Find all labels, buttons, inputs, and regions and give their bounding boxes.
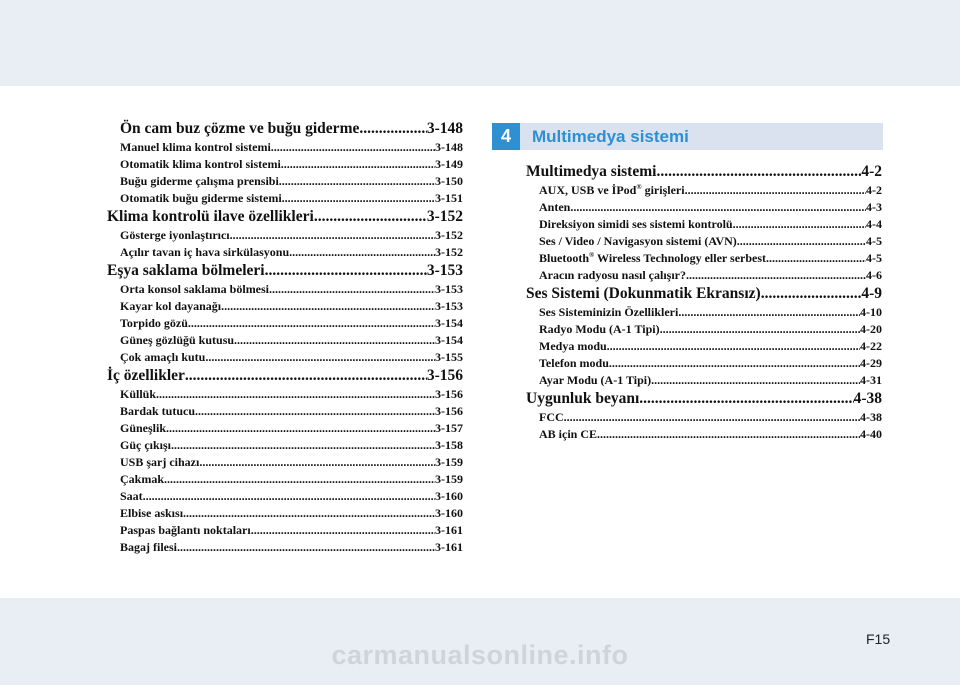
dot-leader (609, 356, 860, 371)
toc-entry-page: 3-150 (435, 174, 463, 188)
toc-entry-page: 4-38 (853, 390, 882, 407)
toc-entry-title: Multimedya sistemi (526, 163, 657, 180)
toc-entry-page: 3-159 (435, 472, 463, 486)
toc-subsection-entry[interactable] (107, 140, 463, 157)
toc-subsection-entry[interactable] (107, 523, 463, 540)
toc-entry-title: Torpido gözü (120, 316, 188, 330)
toc-entry-title: Direksiyon simidi ses sistemi kontrolü (539, 217, 733, 231)
dot-leader (733, 217, 866, 232)
toc-subsection-entry[interactable] (526, 373, 882, 390)
toc-subsection-entry[interactable] (526, 305, 882, 322)
toc-entry-title: Küllük (120, 387, 157, 401)
dot-leader (171, 438, 435, 453)
toc-entry-page: 3-153 (435, 282, 463, 296)
dot-leader (685, 183, 866, 198)
toc-entry-title: Bluetooth® Wireless Technology eller serbest (539, 251, 767, 265)
toc-section-entry[interactable] (107, 120, 463, 140)
toc-section-entry[interactable] (107, 208, 463, 228)
toc-entry-title: Medya modu (539, 339, 607, 353)
toc-entry-page: 4-9 (861, 285, 882, 302)
toc-entry-title: Bardak tutucu (120, 404, 196, 418)
dot-leader (269, 282, 435, 297)
dot-leader (199, 455, 435, 470)
dot-leader (282, 191, 435, 206)
toc-entry-page: 4-40 (860, 427, 882, 441)
toc-entry-title: Çok amaçlı kutu (120, 350, 206, 364)
toc-entry-page: 3-152 (435, 245, 463, 259)
toc-subsection-entry[interactable] (526, 339, 882, 356)
dot-leader (205, 350, 435, 365)
toc-entry-title: Manuel klima kontrol sistemi (120, 140, 271, 154)
toc-subsection-entry[interactable] (107, 333, 463, 350)
toc-subsection-entry[interactable] (107, 191, 463, 208)
toc-entry-page: 4-5 (866, 251, 882, 265)
dot-leader (737, 234, 866, 249)
toc-entry-page: 3-160 (435, 506, 463, 520)
toc-subsection-entry[interactable] (107, 174, 463, 191)
toc-entry-page: 3-154 (435, 316, 463, 330)
toc-subsection-entry[interactable] (526, 410, 882, 427)
toc-entry-page: 4-5 (866, 234, 882, 248)
dot-leader (271, 140, 435, 155)
dot-leader (651, 373, 860, 388)
chapter-header (492, 123, 883, 150)
toc-entry-page: 3-152 (426, 208, 463, 225)
toc-entry-title: Kayar kol dayanağı (120, 299, 222, 313)
toc-section-entry[interactable] (526, 163, 882, 183)
toc-subsection-entry[interactable] (107, 299, 463, 316)
toc-entry-title: Güneş gözlüğü kutusu (120, 333, 235, 347)
toc-entry-title: Radyo Modu (A-1 Tipi) (539, 322, 660, 336)
toc-entry-title: AB için CE (539, 427, 598, 441)
toc-entry-title: USB şarj cihazı (120, 455, 200, 469)
toc-entry-page: 3-156 (426, 367, 463, 384)
toc-entry-page: 4-38 (860, 410, 882, 424)
toc-entry-page: 3-151 (435, 191, 463, 205)
dot-leader (195, 404, 435, 419)
toc-section-entry[interactable] (526, 285, 882, 305)
dot-leader (183, 506, 435, 521)
dot-leader (177, 540, 435, 555)
toc-entry-page: 3-149 (435, 157, 463, 171)
toc-section-entry[interactable] (107, 367, 463, 387)
toc-entry-title: FCC (539, 410, 564, 424)
toc-section-entry[interactable] (107, 262, 463, 282)
toc-entry-title: Orta konsol saklama bölmesi (120, 282, 270, 296)
toc-entry-page: 4-10 (860, 305, 882, 319)
toc-subsection-entry[interactable] (107, 404, 463, 421)
dot-leader (164, 472, 435, 487)
toc-entry-title: AUX, USB ve İPod® girişleri (539, 183, 685, 197)
toc-entry-page: 4-2 (861, 163, 882, 180)
toc-entry-title: Saat (120, 489, 143, 503)
toc-entry-title: Buğu giderme çalışma prensibi (120, 174, 279, 188)
dot-leader (607, 339, 860, 354)
toc-entry-page: 3-148 (435, 140, 463, 154)
toc-entry-title: Ses Sistemi (Dokunmatik Ekransız) (526, 285, 761, 302)
toc-entry-page: 4-31 (860, 373, 882, 387)
dot-leader (281, 157, 435, 172)
toc-subsection-entry[interactable] (107, 316, 463, 333)
toc-entry-page: 3-153 (426, 262, 463, 279)
toc-subsection-entry[interactable] (107, 421, 463, 438)
toc-entry-title: Güneşlik (120, 421, 167, 435)
toc-entry-title: Uygunluk beyanı (526, 390, 640, 407)
toc-subsection-entry[interactable] (526, 234, 882, 251)
toc-entry-page: 4-6 (866, 268, 882, 282)
toc-entry-page: 3-160 (435, 489, 463, 503)
toc-right-column (526, 163, 882, 444)
dot-leader (156, 387, 435, 402)
toc-subsection-entry[interactable] (526, 217, 882, 234)
dot-leader (639, 390, 853, 408)
toc-subsection-entry[interactable] (107, 489, 463, 506)
toc-entry-page: 3-155 (435, 350, 463, 364)
toc-entry-title: Ses / Video / Navigasyon sistemi (AVN) (539, 234, 737, 248)
registered-mark: ® (589, 251, 595, 259)
dot-leader (660, 322, 860, 337)
toc-entry-page: 3-161 (435, 540, 463, 554)
toc-subsection-entry[interactable] (107, 540, 463, 557)
toc-entry-page: 4-3 (866, 200, 882, 214)
watermark: carmanualsonline.info (331, 640, 629, 670)
chapter-title: Multimedya sistemi (532, 126, 689, 146)
dot-leader (279, 174, 435, 189)
top-band (0, 0, 960, 86)
toc-entry-title: Açılır tavan iç hava sirkülasyonu (120, 245, 290, 259)
toc-subsection-entry[interactable] (107, 157, 463, 174)
toc-subsection-entry[interactable] (107, 282, 463, 299)
toc-entry-title: Elbise askısı (120, 506, 184, 520)
dot-leader (686, 268, 866, 283)
dot-leader (761, 285, 862, 303)
toc-entry-title: Ses Sisteminizin Özellikleri (539, 305, 679, 319)
dot-leader (359, 120, 426, 138)
dot-leader (251, 523, 435, 538)
dot-leader (564, 410, 860, 425)
toc-subsection-entry[interactable] (107, 506, 463, 523)
toc-entry-title: Çakmak (120, 472, 165, 486)
toc-subsection-entry[interactable] (107, 245, 463, 262)
dot-leader (166, 421, 435, 436)
toc-entry-page: 3-157 (435, 421, 463, 435)
toc-entry-page: 4-22 (860, 339, 882, 353)
chapter-number-badge: 4 (492, 123, 520, 150)
toc-entry-title: İç özellikler (107, 367, 185, 384)
toc-entry-page: 3-156 (435, 387, 463, 401)
toc-entry-page: 3-156 (435, 404, 463, 418)
dot-leader (289, 245, 435, 260)
toc-subsection-entry[interactable] (526, 356, 882, 373)
toc-entry-title: Güç çıkışı (120, 438, 172, 452)
toc-subsection-entry[interactable] (107, 387, 463, 404)
toc-entry-page: 4-4 (866, 217, 882, 231)
toc-entry-title: Eşya saklama bölmeleri (107, 262, 265, 279)
toc-entry-title: Anten (539, 200, 571, 214)
dot-leader (234, 333, 435, 348)
toc-entry-page: 3-158 (435, 438, 463, 452)
toc-subsection-entry[interactable] (107, 438, 463, 455)
dot-leader (221, 299, 435, 314)
toc-entry-page: 3-148 (426, 120, 463, 137)
toc-entry-page: 3-159 (435, 455, 463, 469)
toc-entry-page: 3-152 (435, 228, 463, 242)
toc-subsection-entry[interactable] (526, 427, 882, 444)
toc-entry-title: Otomatik klima kontrol sistemi (120, 157, 281, 171)
toc-subsection-entry[interactable] (526, 183, 882, 200)
toc-section-entry[interactable] (526, 390, 882, 410)
page-number: F15 (866, 631, 891, 647)
toc-subsection-entry[interactable] (526, 251, 882, 268)
toc-entry-page: 3-154 (435, 333, 463, 347)
dot-leader (265, 262, 427, 280)
dot-leader (314, 208, 427, 226)
toc-entry-page: 4-29 (860, 356, 882, 370)
toc-entry-title: Klima kontrolü ilave özellikleri (107, 208, 314, 225)
toc-entry-title: Gösterge iyonlaştırıcı (120, 228, 230, 242)
toc-entry-title: Otomatik buğu giderme sistemi (120, 191, 282, 205)
toc-left-column (107, 120, 463, 557)
dot-leader (678, 305, 860, 320)
dot-leader (185, 367, 427, 385)
dot-leader (188, 316, 435, 331)
dot-leader (656, 163, 861, 181)
dot-leader (570, 200, 866, 215)
dot-leader (597, 427, 860, 442)
dot-leader (143, 489, 435, 504)
toc-subsection-entry[interactable] (107, 350, 463, 367)
toc-subsection-entry[interactable] (526, 268, 882, 285)
toc-entry-title: Ön cam buz çözme ve buğu giderme (120, 120, 360, 137)
toc-subsection-entry[interactable] (107, 472, 463, 489)
toc-entry-title: Paspas bağlantı noktaları (120, 523, 251, 537)
dot-leader (766, 251, 866, 266)
toc-entry-title: Aracın radyosu nasıl çalışır? (539, 268, 687, 282)
dot-leader (230, 228, 435, 243)
toc-subsection-entry[interactable] (107, 455, 463, 472)
toc-entry-page: 4-20 (860, 322, 882, 336)
toc-entry-title: Ayar Modu (A-1 Tipi) (539, 373, 652, 387)
toc-entry-title: Bagaj filesi (120, 540, 177, 554)
toc-entry-page: 3-161 (435, 523, 463, 537)
registered-mark: ® (636, 183, 642, 191)
toc-entry-title: Telefon modu (539, 356, 609, 370)
toc-entry-page: 4-2 (866, 183, 882, 197)
toc-entry-page: 3-153 (435, 299, 463, 313)
toc-subsection-entry[interactable] (526, 200, 882, 217)
toc-subsection-entry[interactable] (526, 322, 882, 339)
toc-subsection-entry[interactable] (107, 228, 463, 245)
